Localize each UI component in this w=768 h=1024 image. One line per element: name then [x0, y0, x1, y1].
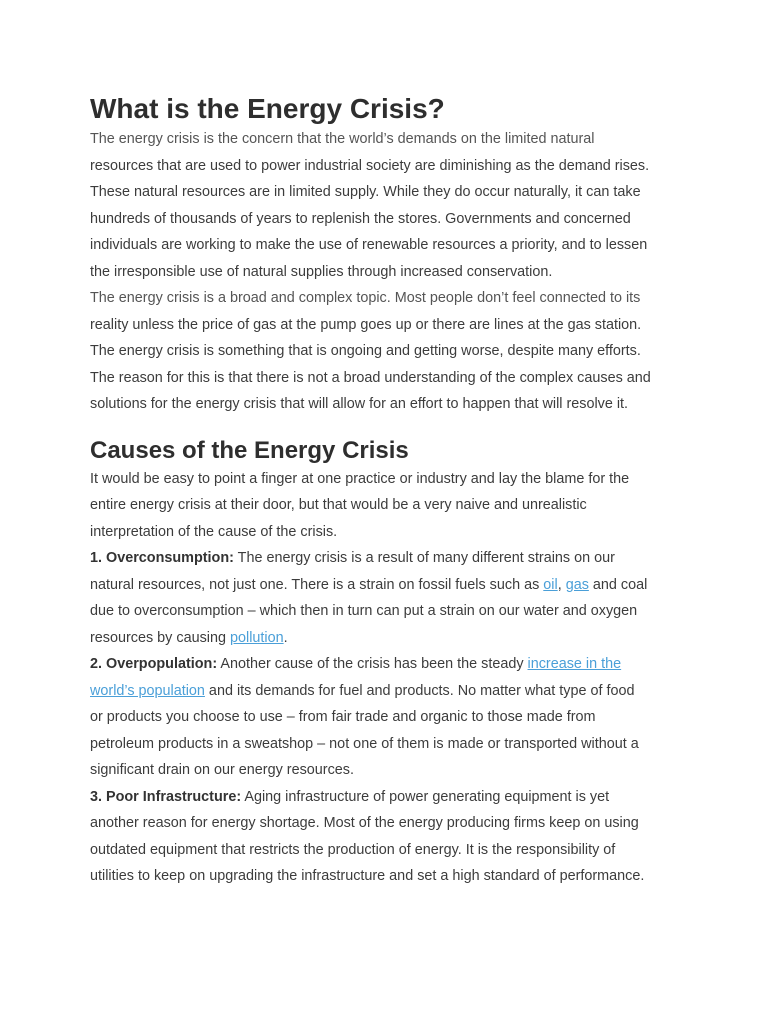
page-title: What is the Energy Crisis? [90, 93, 445, 124]
text-line: hundreds of thousands of years to replenish the stores. Governments and concerned [90, 210, 631, 227]
text-line: interpretation of the cause of the crisis. [90, 523, 338, 540]
text-line: the irresponsible use of natural supplies through increased conservation. [90, 263, 553, 280]
text-line: significant drain on our energy resources. [90, 762, 354, 778]
text-line: 2. Overpopulation: Another cause of the crisis has been the steady increase in the [90, 656, 622, 672]
text-line: The reason for this is that there is not a broad understanding of the complex causes and [90, 369, 651, 386]
cause-overpopulation [90, 651, 690, 784]
gas-link[interactable]: gas [565, 576, 589, 593]
cause-label: 2. Overpopulation: [90, 656, 218, 672]
text-line: due to overconsumption – which then in turn can put a strain on our water and oxygen [90, 603, 638, 619]
cause-label: 1. Overconsumption: [90, 550, 234, 566]
text-line: The energy crisis is a broad and complex topic. Most people don’t feel connected to its [90, 290, 641, 306]
document-page [90, 0, 690, 890]
text-line: entire energy crisis at their door, but that would be a very naive and unrealistic [90, 497, 587, 513]
text-line: resources that are used to power industrial society are diminishing as the demand rises. [90, 157, 650, 174]
text-line: It would be easy to point a finger at one practice or industry and lay the blame for the [90, 470, 630, 487]
text-line: world’s population and its demands for fuel and products. No matter what type of food [90, 682, 635, 699]
second-paragraph [90, 285, 690, 418]
text-line: 3. Poor Infrastructure: Aging infrastructure of power generating equipment is yet [90, 788, 610, 805]
cause-overconsumption [90, 545, 690, 651]
text-line: individuals are working to make the use of renewable resources a priority, and to lessen [90, 237, 648, 253]
pollution-link[interactable]: pollution [229, 629, 284, 646]
population-link-part1[interactable]: increase in the [527, 656, 622, 672]
intro-paragraph [90, 126, 690, 285]
cause-infrastructure [90, 784, 690, 890]
text-line: resources by causing pollution. [90, 629, 288, 646]
text-line: The energy crisis is something that is ongoing and getting worse, despite many efforts. [90, 343, 641, 359]
oil-link[interactable]: oil [543, 576, 558, 593]
text-line: or products you choose to use – from fair trade and organic to those made from [90, 709, 596, 725]
text-line: petroleum products in a sweatshop – not one of them is made or transported without a [90, 735, 639, 752]
text-line: utilities to keep on upgrading the infrastructure and set a high standard of performance. [90, 868, 645, 884]
text-line: solutions for the energy crisis that will allow for an effort to happen that will resolve it. [90, 396, 629, 412]
text-line: These natural resources are in limited supply. While they do occur naturally, it can take [90, 184, 641, 200]
population-link-part2[interactable]: world’s population [90, 682, 205, 699]
text-line: another reason for energy shortage. Most of the energy producing firms keep on using [90, 815, 639, 831]
section-heading: Causes of the Energy Crisis [90, 436, 409, 464]
text-line: outdated equipment that restricts the production of energy. It is the responsibility of [90, 841, 616, 858]
cause-label: 3. Poor Infrastructure: [90, 788, 242, 805]
text-line: natural resources, not just one. There is a strain on fossil fuels such as oil, gas and coal [90, 576, 648, 593]
text-line: reality unless the price of gas at the pump goes up or there are lines at the gas station. [90, 316, 642, 333]
causes-intro [90, 466, 690, 546]
text-line: 1. Overconsumption: The energy crisis is a result of many different strains on our [90, 550, 615, 566]
text-line: The energy crisis is the concern that the world’s demands on the limited natural [90, 131, 595, 147]
